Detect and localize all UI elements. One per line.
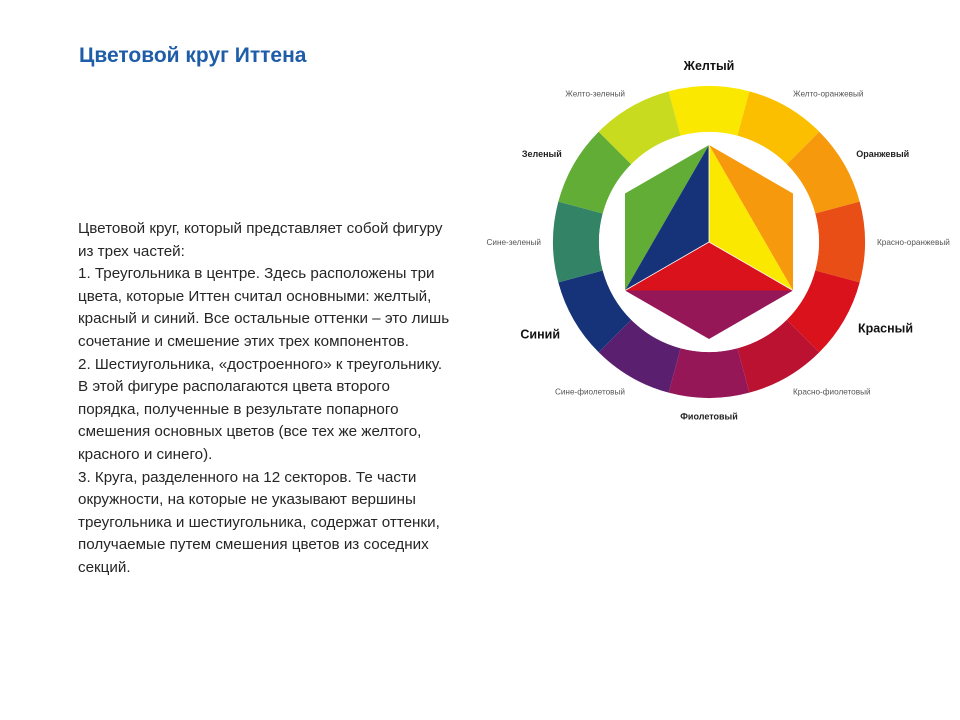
text-line: треугольника и шестиугольника, содержат оттенки, (78, 513, 440, 531)
text-line: 1. Треугольника в центре. Здесь расположены три (78, 265, 435, 283)
description-text (78, 218, 484, 580)
ring-segment (815, 202, 865, 283)
text-line: цвета, которые Иттен считал основными: желтый, (78, 287, 432, 305)
label-красно-фиолетовый: Красно-фиолетовый (793, 387, 871, 397)
label-оранжевый: Оранжевый (856, 149, 910, 159)
label-желто-оранжевый: Желто-оранжевый (793, 89, 864, 99)
text-line: получаемые путем смешения цветов из соседних (78, 536, 429, 554)
text-line: 2. Шестиугольника, «достроенного» к треугольнику. (78, 355, 443, 373)
label-сине-зеленый: Сине-зеленый (486, 237, 541, 247)
label-зеленый: Зеленый (521, 149, 562, 159)
text-line: секций. (78, 558, 131, 576)
ring-segment (553, 202, 603, 283)
label-синий: Синий (520, 327, 561, 342)
text-line: сочетание и смешение этих трех компонентов. (78, 332, 409, 350)
text-line: смешения основных цветов (все тех же желтого, (78, 423, 422, 441)
ring-segment (669, 86, 750, 136)
text-line: 3. Круга, разделенного на 12 секторов. Те части (78, 468, 417, 486)
text-line: красного и синего). (78, 445, 213, 463)
label-фиолетовый: Фиолетовый (680, 411, 738, 422)
slide-title: Цветовой круг Иттена (79, 44, 307, 67)
text-line: красный и синий. Все остальные оттенки – это лишь (78, 310, 450, 328)
label-желтый: Желтый (683, 59, 735, 73)
label-красно-оранжевый: Красно-оранжевый (877, 237, 950, 247)
ring-segment (669, 348, 750, 398)
label-сине-фиолетовый: Сине-фиолетовый (554, 387, 625, 397)
text-line: из трех частей: (78, 242, 185, 260)
text-line: порядка, полученные в результате попарного (78, 400, 399, 418)
itten-color-wheel (480, 59, 950, 430)
label-желто-зеленый: Желто-зеленый (565, 89, 625, 99)
label-красный: Красный (857, 321, 914, 336)
text-line: Цветовой круг, который представляет собой фигуру (78, 220, 443, 237)
text-line: В этой фигуре располагаются цвета второго (78, 378, 390, 396)
text-line: окружности, на которые не указывают вершины (78, 491, 416, 509)
